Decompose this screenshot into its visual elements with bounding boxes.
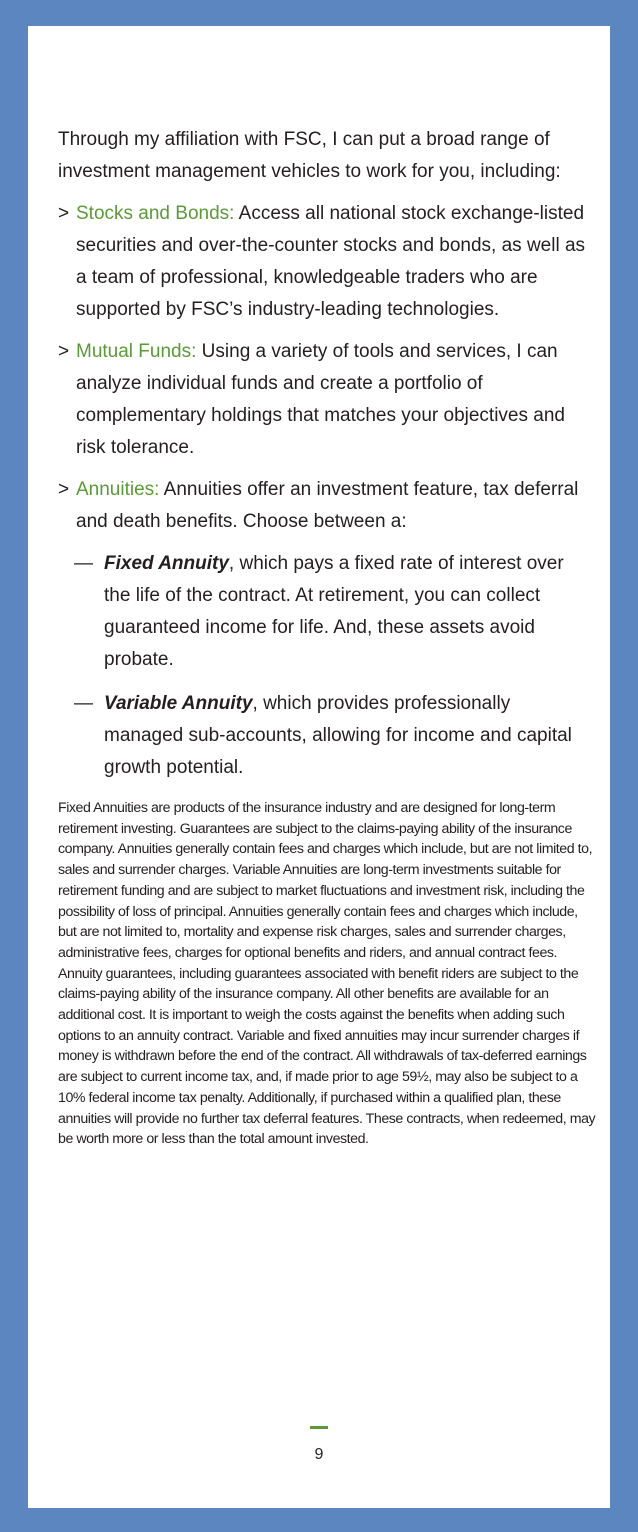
list-item-text: Access all national stock exchange-listed securities and over-the-counter stocks and bonds, as well as a team of professional, knowledgeable traders who are supported by FSC’s industry-leading technologies.	[76, 203, 586, 320]
page-content	[58, 124, 596, 1164]
dash-marker: —	[74, 693, 93, 714]
list-item-text: Using a variety of tools and services, I can analyze individual funds and create a portfolio of complementary holdings that matches your objectives and risk tolerance.	[76, 341, 565, 458]
sub-item-term: Fixed Annuity	[104, 553, 229, 574]
sub-item-variable-annuity	[58, 688, 588, 784]
disclaimer-text: Fixed Annuities are products of the insurance industry and are designed for long-term retirement investing. Guarantees are subject to the claims-paying ability of the insurance company. Annuities generally contain fees and charges which include, but are not limited to, sales and surrender charges. Variable Annuities are long-term investments suitable for retirement funding and are subject to market fluctuations and investment risk, including the possibility of loss of principal. Annuities generally contain fees and charges which include, but are not limited to, mortality and expense risk charges, sales and surrender charges, administrative fees, charges for optional benefits and riders, and annual contract fees. Annuity guarantees, including guarantees associated with benefit riders are subject to the claims-paying ability of the insurance company. All other benefits are available for an additional cost. It is important to weigh the costs against the benefits when adding such options to an annuity contract. Variable and fixed annuities may incur surrender charges if money is withdrawn before the end of the contract. All withdrawals of tax-deferred earnings are subject to current income tax, and, if made prior to age 59½, may also be subject to a 10% federal income tax penalty. Additionally, if purchased within a qualified plan, these annuities will provide no further tax deferral features. These contracts, when redeemed, may be worth more or less than the total amount invested.	[58, 800, 596, 1148]
sub-item-text: , which pays a fixed rate of interest over the life of the contract. At retirement, you can collect guaranteed income for life. And, these assets avoid probate.	[104, 553, 564, 670]
footer-divider	[310, 1426, 328, 1429]
list-item-text: Annuities offer an investment feature, tax deferral and death benefits. Choose between a:	[76, 479, 579, 532]
sub-item-term: Variable Annuity	[104, 693, 253, 714]
page-number: 9	[314, 1446, 324, 1463]
list-item-term: Mutual Funds:	[76, 341, 197, 362]
list-item-term: Annuities:	[76, 479, 160, 500]
list-item-stocks-bonds	[58, 198, 588, 326]
bullet-marker: >	[58, 203, 70, 224]
list-item-term: Stocks and Bonds:	[76, 203, 235, 224]
bullet-marker: >	[58, 341, 70, 362]
sub-item-fixed-annuity	[58, 548, 588, 676]
list-item-annuities	[58, 474, 588, 538]
sub-item-text: , which provides professionally managed sub-accounts, allowing for income and capital growth potential.	[104, 693, 572, 778]
list-item-mutual-funds	[58, 336, 588, 464]
document-page	[28, 26, 610, 1508]
bullet-marker: >	[58, 479, 70, 500]
dash-marker: —	[74, 553, 93, 574]
intro-paragraph: Through my affiliation with FSC, I can put a broad range of investment management vehicles to work for you, including:	[58, 129, 561, 182]
